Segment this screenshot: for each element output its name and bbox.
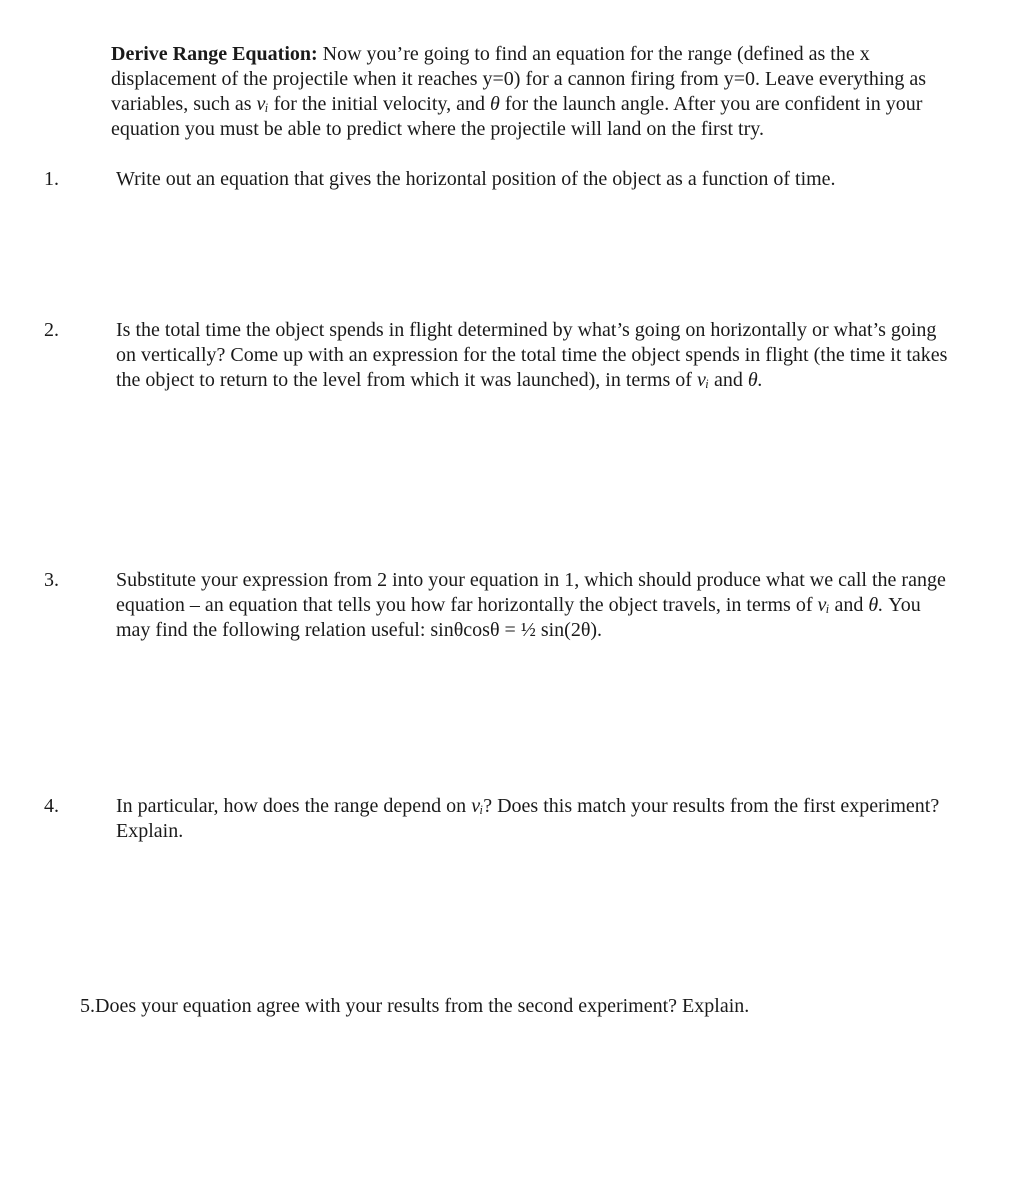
question-1-text: Write out an equation that gives the horizontal position of the object as a function of time. — [116, 168, 836, 190]
question-3-text-c: You may find the following relation useful: sinθcosθ = ½ sin(2θ). — [116, 594, 921, 641]
question-3-text-b: and — [829, 594, 869, 616]
question-2 — [44, 318, 960, 393]
section-heading: Derive Range Equation: — [111, 43, 318, 65]
question-2-text-a: Is the total time the object spends in flight determined by what’s going on horizontally or what’s going on vertically? Come up with an expression for the total time the object spends in flight (the time it takes the object to return to the level from which it was launched), in terms of — [116, 319, 948, 391]
intro-vi: vᵢ — [256, 93, 269, 115]
question-5 — [80, 994, 960, 1019]
question-4-text-b: ? Does this match your results from the first experiment? Explain. — [116, 795, 940, 842]
intro-paragraph — [111, 42, 961, 142]
intro-theta: θ — [489, 93, 500, 115]
intro-text-c: for the launch angle. After you are confident in your equation you must be able to predict where the projectile will land on the first try. — [111, 93, 923, 140]
question-4 — [44, 794, 960, 844]
question-4-text-a: In particular, how does the range depend on — [116, 795, 472, 817]
question-3-number: 3. — [44, 569, 59, 591]
intro-text-a: Now you’re going to find an equation for the range (defined as the x displacement of the projectile when it reaches y=0) for a cannon firing from y=0. Leave everything as variables, such as — [111, 43, 927, 115]
question-4-number: 4. — [44, 795, 59, 817]
intro-text-b: for the initial velocity, and — [268, 93, 490, 115]
question-2-number: 2. — [44, 319, 59, 341]
question-4-vi: vᵢ — [471, 795, 484, 817]
question-3-text-a: Substitute your expression from 2 into your equation in 1, which should produce what we call the range equation – an equation that tells you how far horizontally the object travels, in terms of — [116, 569, 946, 616]
question-3 — [44, 568, 960, 643]
question-2-vi: vᵢ — [696, 369, 709, 391]
question-2-text-b: and — [708, 369, 748, 391]
question-5-text: Does your equation agree with your results from the second experiment? Explain. — [95, 995, 750, 1017]
question-2-theta: θ. — [747, 369, 763, 391]
question-5-number: 5. — [80, 995, 95, 1017]
question-1-number: 1. — [44, 168, 59, 190]
question-3-theta: θ. — [868, 594, 884, 616]
question-3-vi: vᵢ — [817, 594, 830, 616]
question-1 — [44, 167, 960, 192]
